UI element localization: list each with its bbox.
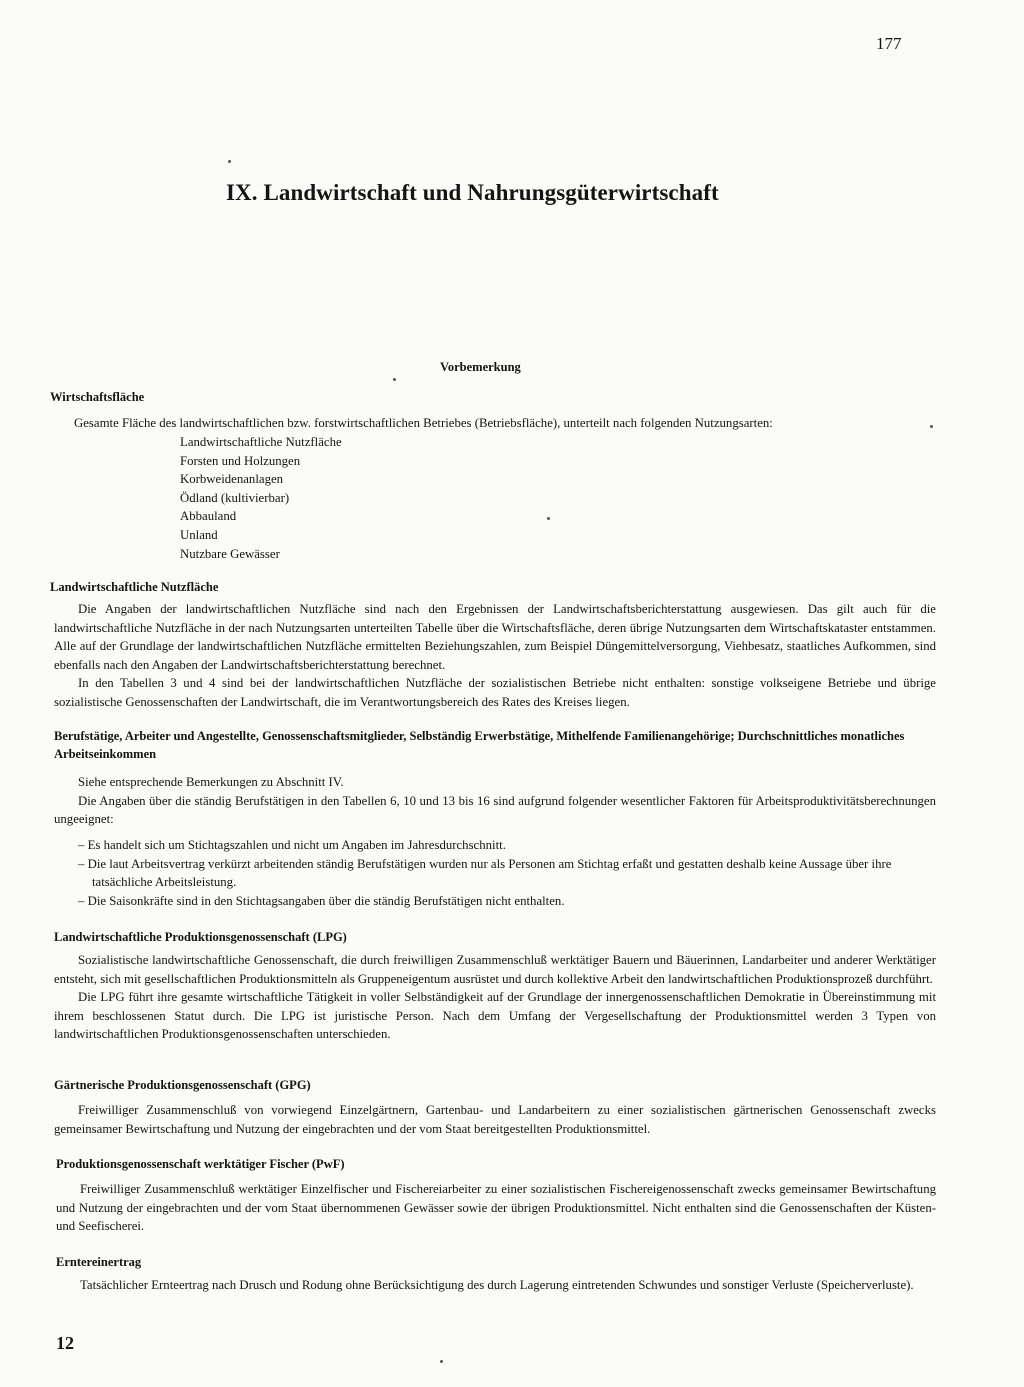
section-heading-gpg: Gärtnerische Produktionsgenossenschaft (GPG) bbox=[54, 1078, 311, 1092]
list-item: Nutzbare Gewässer bbox=[180, 546, 280, 561]
scan-speck bbox=[228, 160, 231, 163]
paragraph: Sozialistische landwirtschaftliche Genossenschaft, die durch freiwilligen Zusammenschluß werktätiger Bauern und Bäuerinnen, Landarbeiter und anderer Werktätiger entsteht, sich mit gesellschaftlichen Produktionsmitteln als Gruppeneigentum ausrüstet und durch kollektive Arbeit den landwirtschaftlichen Produktionsprozeß durchführt. bbox=[54, 953, 936, 986]
paragraph: In den Tabellen 3 und 4 sind bei der landwirtschaftlichen Nutzfläche der sozialistischen Betriebe nicht enthalten: sonstige volkseigene Betriebe und übrige sozialistische Genossenschaften der Landwirtschaft, die im Verantwortungsbereich des Rates des Kreises liegen. bbox=[54, 676, 936, 709]
section-heading-wirtschaftsflaeche: Wirtschaftsfläche bbox=[50, 390, 145, 404]
paragraph: Freiwilliger Zusammenschluß von vorwiegend Einzelgärtnern, Gartenbau- und Landarbeitern zu einer sozialistischen gärtnerischen Genossenschaft zwecks gemeinsamer Bewirtschaftung und Nutzung der eingebrachten und der vom Staat bereitgestellten Produktionsmittel. bbox=[54, 1103, 936, 1136]
list-item: – Es handelt sich um Stichtagszahlen und nicht um Angaben im Jahresdurchschnitt. bbox=[78, 838, 506, 852]
berufstaetige-body bbox=[54, 773, 936, 829]
list-item: Korbweidenanlagen bbox=[180, 472, 284, 487]
list-item: Forsten und Holzungen bbox=[180, 453, 301, 468]
gpg-body bbox=[54, 1101, 936, 1138]
list-item: Ödland (kultivierbar) bbox=[180, 490, 290, 505]
list-item: Landwirtschaftliche Nutzfläche bbox=[180, 435, 342, 449]
list-item: – Die Saisonkräfte sind in den Stichtagsangaben über die ständig Berufstätigen nicht enthalten. bbox=[78, 893, 565, 908]
list-item: – Die laut Arbeitsvertrag verkürzt arbeitenden ständig Berufstätigen wurden nur als Personen am Stichtag erfaßt und gestatten deshalb keine Aussage über ihre tatsächliche Arbeitsleistung. bbox=[78, 856, 892, 890]
berufstaetige-bullets bbox=[78, 836, 936, 910]
paragraph: Die Angaben der landwirtschaftlichen Nutzfläche sind nach den Ergebnissen der Landwirtschaftsberichterstattung ausgewiesen. Das gilt auch für die landwirtschaftliche Nutzfläche in der nach Nutzungsarten unterteilten Tabelle über die Wirtschaftsfläche, deren übrige Nutzungsarten dem Wirtschaftskataster entstammen. Alle auf der Grundlage der landwirtschaftlichen Nutzfläche ermittelten Beziehungszahlen, zum Beispiel Düngemittelversorgung, Viehbesatz, staatliches Aufkommen, sind ebenfalls nach den Angaben der Landwirtschaftsberichterstattung berechnet. bbox=[54, 602, 936, 672]
section-heading-berufstaetige: Berufstätige, Arbeiter und Angestellte, Genossenschaftsmitglieder, Selbständig Erwerbstätige, Mithelfende Familienangehörige; Durchschnittliches monatliches Arbeitseinkommen bbox=[54, 729, 905, 761]
scan-speck bbox=[393, 378, 396, 381]
list-item: Unland bbox=[180, 527, 218, 542]
chapter-title: IX. Landwirtschaft und Nahrungsgüterwirtschaft bbox=[226, 180, 719, 205]
paragraph: Freiwilliger Zusammenschluß werktätiger Einzelfischer und Fischereiarbeiter zu einer sozialistischen Fischereigenossenschaft zwecks gemeinsamer Bewirtschaftung und Nutzung der eingebrachten und der vom Staat übernommenen Gewässer sowie der übrigen Produktionsmittel. Nicht enthalten sind die Genossenschaften der Küsten- und Seefischerei. bbox=[56, 1182, 936, 1234]
section-heading-ernteertrag: Erntereinertrag bbox=[56, 1255, 142, 1269]
pwf-body bbox=[56, 1180, 936, 1236]
list-item: Abbauland bbox=[180, 509, 237, 524]
paragraph: Siehe entsprechende Bemerkungen zu Abschnitt IV. bbox=[78, 775, 344, 789]
paragraph: Die LPG führt ihre gesamte wirtschaftliche Tätigkeit in voller Selbständigkeit auf der Grundlage der innergenossenschaftlichen Demokratie in Übereinstimmung mit ihrem beschlossenen Statut durch. Die LPG ist juristische Person. Nach dem Umfang der Vergesellschaftung der Produktionsmittel werden 3 Typen von landwirtschaftlichen Produktionsgenossenschaften unterschieden. bbox=[54, 990, 936, 1042]
scan-speck bbox=[547, 517, 550, 520]
ernteertrag-body bbox=[56, 1276, 936, 1295]
scan-speck bbox=[930, 425, 933, 428]
page-number: 177 bbox=[876, 34, 902, 53]
section-heading-pwf: Produktionsgenossenschaft werktätiger Fischer (PwF) bbox=[56, 1157, 345, 1171]
wirtschaftsflaeche-intro: Gesamte Fläche des landwirtschaftlichen bzw. forstwirtschaftlichen Betriebes (Betriebsfläche), unterteilt nach folgenden Nutzungsarten: bbox=[74, 416, 773, 430]
lpg-body bbox=[54, 951, 936, 1044]
land-use-list bbox=[180, 433, 342, 563]
scan-speck bbox=[440, 1360, 443, 1363]
nutzflaeche-body bbox=[54, 600, 936, 712]
preliminary-remark-heading: Vorbemerkung bbox=[440, 360, 521, 374]
section-heading-nutzflaeche: Landwirtschaftliche Nutzfläche bbox=[50, 580, 219, 594]
footer-number: 12 bbox=[56, 1333, 74, 1353]
section-heading-lpg: Landwirtschaftliche Produktionsgenossenschaft (LPG) bbox=[54, 930, 347, 944]
paragraph: Die Angaben über die ständig Berufstätigen in den Tabellen 6, 10 und 13 bis 16 sind aufgrund folgender wesentlicher Faktoren für Arbeitsproduktivitätsberechnungen ungeeignet: bbox=[54, 793, 936, 827]
paragraph: Tatsächlicher Ernteertrag nach Drusch und Rodung ohne Berücksichtigung des durch Lagerung eintretenden Schwundes und sonstiger Verluste (Speicherverluste). bbox=[80, 1278, 914, 1292]
